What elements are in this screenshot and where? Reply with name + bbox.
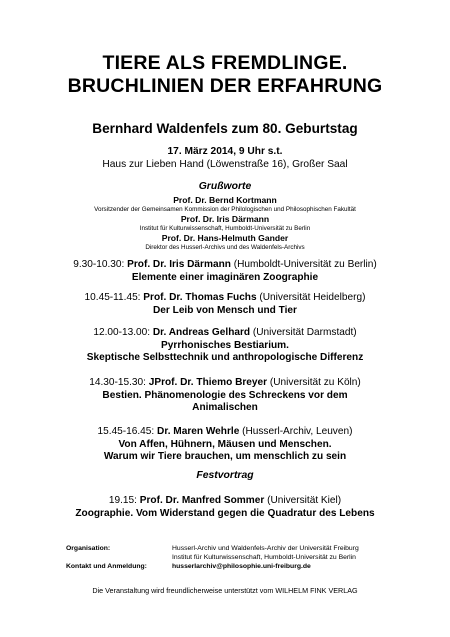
poster-title — [0, 52, 450, 98]
event-venue: Haus zur Lieben Hand (Löwenstraße 16), Großer Saal — [102, 159, 348, 170]
title-line-1: TIERE ALS FREMDLINGE. — [102, 52, 348, 74]
talk-header — [0, 377, 450, 390]
talk-title: Pyrrhonisches Bestiarium. — [161, 339, 289, 351]
talk-header — [0, 292, 450, 305]
talk-speaker: Dr. Andreas Gelhard — [152, 327, 251, 338]
event-date: 17. März 2014, 9 Uhr s.t. — [167, 146, 283, 157]
talk-header — [0, 259, 450, 272]
talk-title: Skeptische Selbsttechnik und anthropologische Differenz — [86, 352, 364, 363]
grussworte-heading: Grußworte — [198, 181, 252, 192]
talk-header — [0, 426, 450, 439]
contact-label: Kontakt und Anmeldung: — [66, 563, 147, 570]
organisation-line-2: Institut für Kulturwissenschaft, Humboldt-Universität zu Berlin — [172, 554, 356, 561]
festvortrag-talk — [0, 495, 450, 520]
talk-speaker: JProf. Dr. Thiemo Breyer — [148, 377, 268, 388]
talk-time: 12.00-13.00: — [93, 327, 151, 338]
talk-title: Von Affen, Hühnern, Mäusen und Menschen. — [118, 438, 332, 450]
talk-title: Bestien. Phänomenologie des Schreckens vor dem — [102, 389, 348, 401]
grusswort-name: Prof. Dr. Bernd Kortmann — [173, 195, 277, 205]
talk-time: 10.45-11.45: — [84, 292, 141, 303]
talk-header — [0, 495, 450, 508]
organisation-line-1: Husserl-Archiv und Waldenfels-Archiv der Universität Freiburg — [172, 545, 359, 552]
talk-time: 14.30-15.30: — [89, 377, 146, 388]
talk-title: Elemente einer imaginären Zoographie — [131, 271, 319, 283]
talk-title: Warum wir Tiere brauchen, um menschlich zu sein — [103, 451, 347, 462]
talk-title: Animalischen — [192, 402, 258, 413]
title-line-2: BRUCHLINIEN DER ERFAHRUNG — [67, 75, 383, 97]
poster-subtitle: Bernhard Waldenfels zum 80. Geburtstag — [92, 121, 358, 136]
grusswort-speaker — [0, 195, 450, 214]
talk-speaker: Prof. Dr. Thomas Fuchs — [143, 292, 257, 303]
talk-title: Der Leib von Mensch und Tier — [153, 304, 297, 316]
talk-time: 19.15: — [108, 495, 137, 506]
talk-affiliation: (Universität Kiel) — [267, 495, 342, 506]
talk-affiliation: (Universität zu Köln) — [269, 377, 361, 388]
grusswort-role: Direktor des Husserl-Archivs und des Waldenfels-Archivs — [145, 244, 305, 251]
grusswort-speaker — [0, 233, 450, 252]
grusswort-speaker — [0, 214, 450, 233]
talk-speaker: Dr. Maren Wehrle — [157, 426, 240, 437]
talk-header — [0, 327, 450, 340]
sponsor-footer: Die Veranstaltung wird freundlicherweise unterstützt vom WILHELM FINK VERLAG — [92, 586, 358, 595]
program-talk — [0, 327, 450, 365]
talk-speaker: Prof. Dr. Iris Därmann — [127, 259, 231, 270]
talk-speaker: Prof. Dr. Manfred Sommer — [139, 495, 265, 506]
talk-time: 9.30-10.30: — [73, 259, 125, 270]
program-talk — [0, 292, 450, 317]
program-talk — [0, 259, 450, 284]
festvortrag-heading: Festvortrag — [196, 470, 254, 481]
talk-title: Zoographie. Vom Widerstand gegen die Quadratur des Lebens — [75, 507, 375, 519]
organisation-label: Organisation: — [66, 545, 111, 552]
program-talk — [0, 426, 450, 464]
talk-affiliation: (Universität Darmstadt) — [252, 327, 357, 338]
talk-affiliation: (Universität Heidelberg) — [259, 292, 366, 303]
talk-affiliation: (Humboldt-Universität zu Berlin) — [233, 259, 377, 270]
grusswort-role: Vorsitzender der Gemeinsamen Kommission der Philologischen und Philosophischen Fakultät — [94, 206, 356, 213]
contact-email: husserlarchiv@philosophie.uni-freiburg.de — [172, 563, 311, 570]
event-info — [0, 145, 450, 171]
talk-time: 15.45-16.45: — [97, 426, 155, 437]
grusswort-role: Institut für Kulturwissenschaft, Humboldt-Universität zu Berlin — [139, 225, 311, 232]
program-talk — [0, 377, 450, 415]
grusswort-name: Prof. Dr. Hans-Helmuth Gander — [161, 233, 289, 243]
talk-affiliation: (Husserl-Archiv, Leuven) — [242, 426, 353, 437]
grusswort-name: Prof. Dr. Iris Därmann — [180, 214, 270, 224]
